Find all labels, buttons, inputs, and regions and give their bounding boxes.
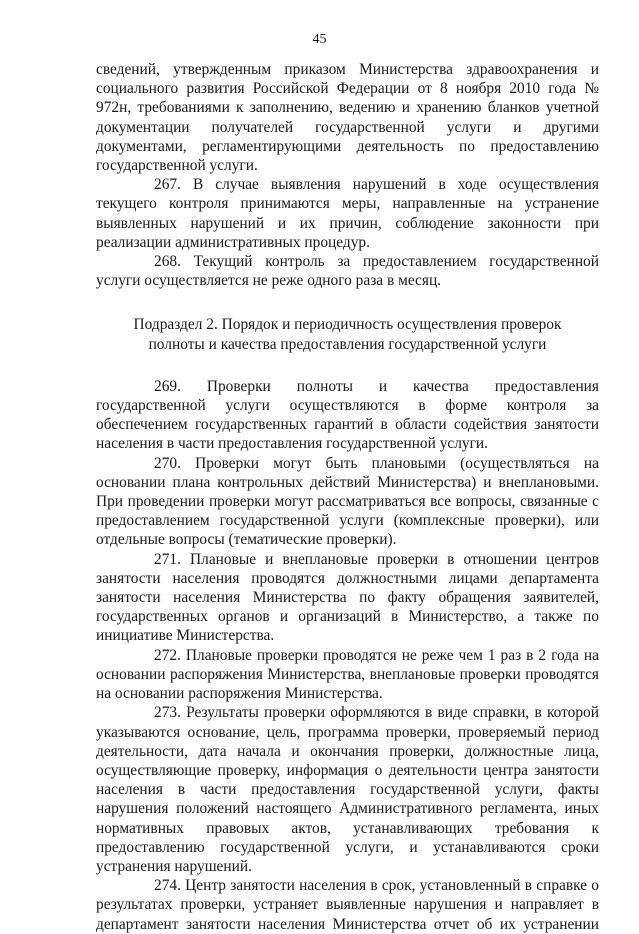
document-body	[96, 60, 599, 934]
subsection-heading-line-2: полноты и качества предоставления государственной услуги	[148, 335, 547, 353]
paragraph-268: 268. Текущий контроль за предоставлением государственной услуги осуществляется не реже одного раза в месяц.	[96, 253, 599, 290]
subsection-heading-line-1: Подраздел 2. Порядок и периодичность осуществления проверок	[133, 316, 562, 334]
paragraph-267: 267. В случае выявления нарушений в ходе осуществления текущего контроля принимаются меры, направленные на устранение выявленных нарушений и их причин, соблюдение законности при реализации административных процедур.	[96, 176, 599, 251]
paragraph-271: 271. Плановые и внеплановые проверки в отношении центров занятости населения проводятся должностными лицами департамента занятости населения Министерства по факту обращения заявителей, государственных органов и организаций в Министерство, а также по инициативе Министерства.	[96, 550, 599, 645]
paragraph-270: 270. Проверки могут быть плановыми (осуществляться на основании плана контрольных действий Министерства) и внеплановыми. При проведении проверки могут рассматриваться все вопросы, связанные с предоставлением государственной услуги (комплексные проверки), или отдельные вопросы (тематические проверки).	[96, 454, 599, 549]
subsection-heading	[96, 315, 599, 353]
paragraph-274: 274. Центр занятости населения в срок, установленный в справке о результатах проверки, устраняет выявленные нарушения и направляет в департамент занятости населения Министерства отчет об их устранении	[96, 877, 599, 933]
paragraph-269: 269. Проверки полноты и качества предоставления государственной услуги осуществляются в форме контроля за обеспечением государственных гарантий в области содействия занятости населения в части предоставления государственной услуги.	[96, 377, 599, 453]
paragraph-272: 272. Плановые проверки проводятся не реже чем 1 раз в 2 года на основании распоряжения Министерства, внеплановые проверки проводятся на основании распоряжения Министерства.	[96, 646, 599, 703]
paragraph-continuation: сведений, утвержденным приказом Министерства здравоохранения и социального развития Российской Федерации от 8 ноября 2010 года № 972н, требованиями к заполнению, ведению и хранению бланков учетной документации получателей государственной услуги и другими документами, регламентирующими деятельность по предоставлению государственной услуги.	[96, 61, 599, 175]
paragraph-273: 273. Результаты проверки оформляются в виде справки, в которой указываются основание, цель, программа проверки, проверяемый период деятельности, дата начала и окончания проверки, должностные лица, осуществляющие проверку, информация о деятельности центра занятости населения в части предоставления государственной услуги, факты нарушения положений настоящего Административного регламента, иных нормативных правовых актов, устанавливающих требования к предоставлению государственной услуги, и устанавливаются сроки устранения нарушений.	[96, 704, 599, 875]
page-number: 45	[312, 32, 327, 47]
